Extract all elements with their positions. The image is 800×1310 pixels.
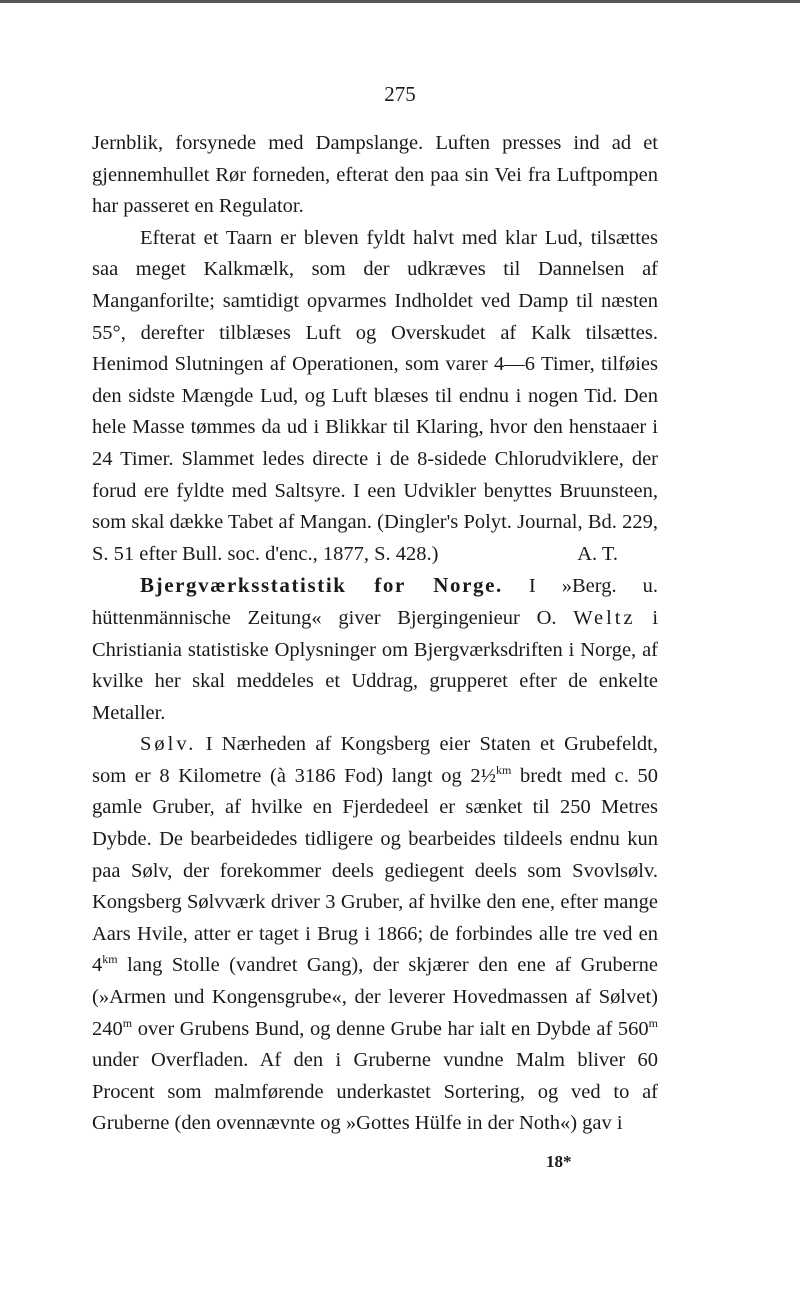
section-lead: Sølv. (140, 733, 197, 756)
person-name: Weltz (573, 606, 636, 629)
unit-superscript: km (102, 952, 118, 967)
paragraph-text: bredt med c. 50 gamle Gruber, af hvilke en Fjerdedeel er sænket til 250 Metres Dybde. De bearbeidedes tidligere og bearbeides tildeels endnu kun paa Sølv, der forekommer deels gediegent deels som Svovlsølv. Kongsberg Sølvværk driver 3 Gruber, af hvilke den ene, efter mange Aars Hvile, atter er taget i Brug i 1866; de forbindes alle tre ved en 4 (92, 764, 659, 977)
paragraph (92, 223, 658, 571)
paragraph-text: under Overfladen. Af den i Gruberne vundne Malm bliver 60 Procent som malmførende underkastet Sortering, og ved to af Gruberne (den ovennævnte og »Gottes Hülfe in der Noth«) gav i (92, 1049, 658, 1135)
unit-superscript: m (648, 1015, 658, 1030)
section-heading: Bjergværksstatistik for Norge. (140, 573, 503, 598)
unit-superscript: m (122, 1015, 133, 1030)
paragraph-text: I »Berg. u. hüttenmännische Zeitung« giver Bjergingenieur O. (92, 575, 658, 629)
paragraph-text: Efterat et Taarn er bleven fyldt halvt med klar Lud, tilsættes saa meget Kalkmælk, som der udkræves til Dannelsen af Manganforilte; samtidigt opvarmes Indholdet ved Damp til næsten 55°, derefter tilblæses Luft og Overskudet af Kalk tilsættes. Henimod Slutningen af Operationen, som varer 4—6 Timer, tilføies den sidste Mængde Lud, og Luft blæses til endnu i nogen Tid. Den hele Masse tømmes da ud i Blikkar til Klaring, hvor den henstaaer i 24 Timer. Slammet ledes directe i de 8-sidede Chlorudviklere, der forud ere fyldte med Saltsyre. I een Udvikler benyttes Bruunsteen, som skal dække Tabet af Mangan. (Dingler's Polyt. Journal, Bd. 229, S. 51 efter Bull. soc. d'enc., 1877, S. 428.) (92, 226, 658, 565)
paragraph-text: i Christiania statistiske Oplysninger om Bjergværksdriften i Norge, af kvilke her skal meddeles et Uddrag, grupperet efter de enkelte Metaller. (92, 606, 659, 724)
paragraph (92, 570, 658, 729)
signature-mark: 18* (546, 1152, 572, 1171)
paragraph-text: lang Stolle (vandret Gang), der skjærer den ene af Gruberne (»Armen und Kongensgrube«, der leverer Hovedmassen af Sølvet) 240 (92, 954, 659, 1040)
body-text (92, 128, 658, 1140)
paragraph-text: Jernblik, forsynede med Dampslange. Luften presses ind ad et gjennemhullet Rør forneden, efterat den paa sin Vei fra Luftpompen har passeret en Regulator. (92, 132, 658, 218)
paragraph (92, 128, 658, 223)
top-rule (0, 0, 800, 3)
unit-superscript: km (495, 763, 512, 778)
page-number: 275 (384, 82, 416, 106)
paragraph-text: over Grubens Bund, og denne Grube har ialt en Dybde af 560 (137, 1017, 649, 1040)
paragraph-text: I Nærheden af Kongsberg eier Staten et Grubefeldt, som er 8 Kilometre (à 3186 Fod) langt og 2½ (92, 733, 658, 787)
author-initials: A. T. (577, 542, 618, 565)
paragraph (92, 729, 658, 1140)
